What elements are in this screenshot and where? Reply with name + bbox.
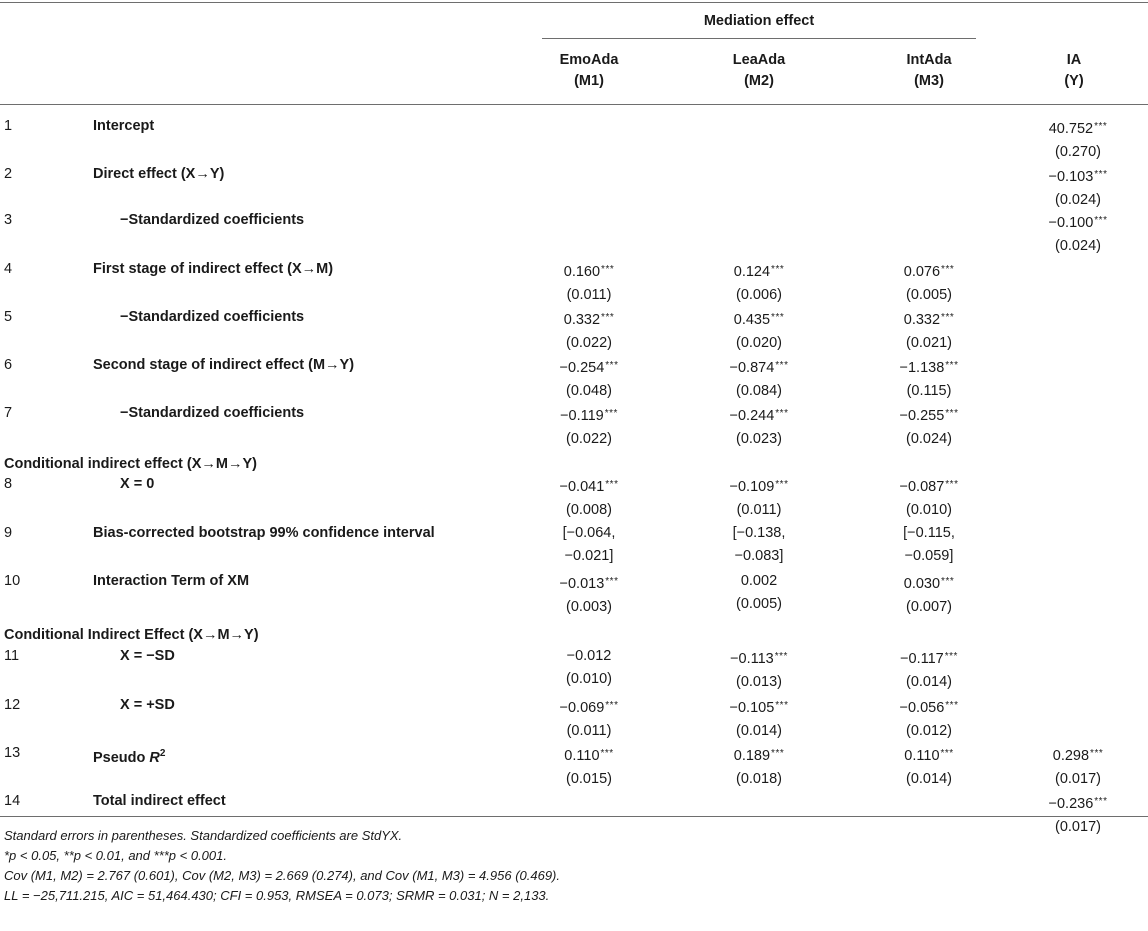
row-label: X = +SD bbox=[120, 697, 175, 713]
standard-error: −0.021] bbox=[564, 548, 614, 564]
significance-stars: *** bbox=[1090, 748, 1104, 759]
coef-cell bbox=[509, 402, 669, 451]
significance-stars: *** bbox=[941, 264, 955, 275]
significance-stars: *** bbox=[771, 264, 785, 275]
coef-cell bbox=[509, 354, 669, 403]
coef-cell bbox=[849, 742, 1009, 791]
row-number: 4 bbox=[4, 261, 13, 277]
coef-cell bbox=[679, 258, 839, 307]
row-label: X = −SD bbox=[120, 648, 175, 664]
standard-error: (0.014) bbox=[906, 771, 952, 787]
row-number: 11 bbox=[4, 648, 20, 664]
significance-stars: *** bbox=[775, 479, 789, 490]
coef-cell bbox=[849, 473, 1009, 522]
standard-error: (0.010) bbox=[906, 502, 952, 518]
standard-error: (0.011) bbox=[566, 287, 612, 303]
coef-cell bbox=[679, 473, 839, 522]
row-number: 9 bbox=[4, 525, 13, 541]
significance-stars: *** bbox=[771, 312, 785, 323]
section-header: Conditional indirect effect (X→M→Y) bbox=[4, 456, 257, 472]
coef-cell bbox=[679, 645, 839, 694]
coef-cell bbox=[849, 258, 1009, 307]
coef-cell bbox=[509, 570, 669, 619]
row-number: 6 bbox=[4, 357, 13, 373]
significance-stars: *** bbox=[1094, 215, 1108, 226]
significance-stars: *** bbox=[775, 360, 789, 371]
row-label: −Standardized coefficients bbox=[120, 405, 305, 421]
standard-error: (0.024) bbox=[1055, 238, 1101, 254]
coef-value: −0.244 bbox=[729, 408, 775, 424]
standard-error: −0.059] bbox=[904, 548, 954, 564]
coef-cell bbox=[679, 742, 839, 791]
row-number: 14 bbox=[4, 793, 21, 809]
col-header-intada: IntAda (M3) bbox=[906, 52, 952, 89]
standard-error: (0.005) bbox=[906, 287, 952, 303]
coef-value: −0.874 bbox=[729, 360, 775, 376]
coef-value: −0.119 bbox=[560, 408, 604, 424]
significance-stars: *** bbox=[1094, 796, 1108, 807]
coef-cell bbox=[509, 473, 669, 522]
standard-error: (0.003) bbox=[566, 599, 612, 615]
row-label: First stage of indirect effect (X→M) bbox=[93, 261, 334, 277]
significance-stars: *** bbox=[945, 700, 959, 711]
coef-cell bbox=[509, 645, 669, 691]
significance-stars: *** bbox=[775, 700, 789, 711]
significance-stars: *** bbox=[945, 479, 959, 490]
coef-value: −0.109 bbox=[729, 479, 775, 495]
coef-value: −0.100 bbox=[1048, 215, 1094, 231]
standard-error: (0.015) bbox=[566, 771, 612, 787]
coef-value: 0.332 bbox=[903, 312, 941, 328]
row-label: Direct effect (X→Y) bbox=[93, 166, 225, 182]
significance-stars: *** bbox=[944, 651, 958, 662]
coef-cell bbox=[998, 115, 1148, 164]
row-label: −Standardized coefficients bbox=[120, 309, 305, 325]
significance-stars: *** bbox=[605, 576, 619, 587]
coef-value: 0.189 bbox=[733, 748, 771, 764]
standard-error: (0.011) bbox=[736, 502, 782, 518]
significance-stars: *** bbox=[774, 651, 788, 662]
standard-error: (0.007) bbox=[906, 599, 952, 615]
row-label: −Standardized coefficients bbox=[120, 212, 305, 228]
significance-stars: *** bbox=[771, 748, 785, 759]
coef-value: 0.160 bbox=[563, 264, 601, 280]
significance-stars: *** bbox=[940, 748, 954, 759]
coef-cell bbox=[849, 402, 1009, 451]
coef-value: −0.113 bbox=[730, 651, 774, 667]
significance-stars: *** bbox=[604, 408, 618, 419]
coef-value: [−0.064, bbox=[562, 525, 616, 541]
coef-cell bbox=[679, 570, 839, 616]
standard-error: (0.012) bbox=[906, 723, 952, 739]
coef-cell bbox=[998, 790, 1148, 839]
coef-value: −0.105 bbox=[729, 700, 775, 716]
coef-cell bbox=[679, 522, 839, 568]
standard-error: (0.006) bbox=[736, 287, 782, 303]
row-number: 1 bbox=[4, 118, 13, 134]
coef-cell bbox=[509, 258, 669, 307]
coef-value: −0.103 bbox=[1048, 169, 1094, 185]
coef-value: 0.110 bbox=[564, 748, 600, 764]
coef-value: 0.110 bbox=[904, 748, 940, 764]
col-header-ia: IA (Y) bbox=[1064, 52, 1084, 89]
header-rule bbox=[0, 104, 1148, 105]
note-line: Standard errors in parentheses. Standardized coefficients are StdYX. bbox=[4, 828, 403, 843]
standard-error: (0.014) bbox=[906, 674, 952, 690]
standard-error: (0.014) bbox=[736, 723, 782, 739]
significance-stars: *** bbox=[1094, 169, 1108, 180]
significance-stars: *** bbox=[945, 408, 959, 419]
coef-cell bbox=[679, 306, 839, 355]
mediation-effect-header: Mediation effect bbox=[703, 13, 815, 29]
coef-value: 0.030 bbox=[903, 576, 941, 592]
coef-value: −0.013 bbox=[559, 576, 605, 592]
significance-stars: *** bbox=[605, 700, 619, 711]
standard-error: −0.083] bbox=[734, 548, 784, 564]
coef-cell bbox=[679, 402, 839, 451]
row-label: Pseudo $R^2$ bbox=[93, 748, 166, 766]
row-number: 5 bbox=[4, 309, 13, 325]
row-label: Intercept bbox=[93, 118, 155, 134]
coef-value: 0.002 bbox=[740, 573, 778, 589]
coef-cell bbox=[998, 163, 1148, 212]
row-label: X = 0 bbox=[120, 476, 155, 492]
coef-cell bbox=[849, 645, 1009, 694]
coef-value: [−0.138, bbox=[732, 525, 786, 541]
row-number: 7 bbox=[4, 405, 13, 421]
note-line: LL = −25,711.215, AIC = 51,464.430; CFI = 0.953, RMSEA = 0.073; SRMR = 0.031; N = 2,133. bbox=[4, 888, 550, 903]
coef-cell bbox=[509, 522, 669, 568]
coef-cell bbox=[998, 742, 1148, 791]
coef-value: 0.435 bbox=[733, 312, 771, 328]
significance-stars: *** bbox=[605, 479, 619, 490]
coef-value: −0.117 bbox=[900, 651, 944, 667]
significance-stars: *** bbox=[601, 264, 615, 275]
note-line: *p < 0.05, **p < 0.01, and ***p < 0.001. bbox=[4, 848, 227, 863]
standard-error: (0.018) bbox=[736, 771, 782, 787]
row-number: 10 bbox=[4, 573, 21, 589]
significance-stars: *** bbox=[941, 312, 955, 323]
section-header: Conditional Indirect Effect (X→M→Y) bbox=[4, 627, 259, 643]
coef-value: −0.254 bbox=[559, 360, 605, 376]
standard-error: (0.017) bbox=[1055, 819, 1101, 835]
standard-error: (0.020) bbox=[736, 335, 782, 351]
standard-error: (0.024) bbox=[1055, 192, 1101, 208]
coef-cell bbox=[509, 306, 669, 355]
coef-value: 0.124 bbox=[733, 264, 771, 280]
standard-error: (0.270) bbox=[1055, 144, 1101, 160]
coef-value: 0.332 bbox=[563, 312, 601, 328]
coef-cell bbox=[998, 209, 1148, 258]
standard-error: (0.115) bbox=[906, 383, 952, 399]
standard-error: (0.011) bbox=[566, 723, 612, 739]
row-number: 3 bbox=[4, 212, 13, 228]
row-label: Bias-corrected bootstrap 99% confidence interval bbox=[93, 525, 435, 541]
bottom-rule bbox=[0, 816, 1148, 817]
row-number: 8 bbox=[4, 476, 13, 492]
coef-cell bbox=[509, 694, 669, 743]
coef-value: −0.041 bbox=[559, 479, 605, 495]
coef-value: −0.069 bbox=[559, 700, 605, 716]
significance-stars: *** bbox=[941, 576, 955, 587]
coef-value: 40.752 bbox=[1048, 121, 1094, 137]
standard-error: (0.010) bbox=[566, 671, 612, 687]
standard-error: (0.048) bbox=[566, 383, 612, 399]
coef-value: [−0.115, bbox=[903, 525, 955, 541]
coef-cell bbox=[849, 306, 1009, 355]
mediation-effect-underline bbox=[542, 38, 976, 39]
standard-error: (0.084) bbox=[736, 383, 782, 399]
significance-stars: *** bbox=[605, 360, 619, 371]
row-number: 13 bbox=[4, 745, 21, 761]
coef-cell bbox=[849, 694, 1009, 743]
coef-value: −0.012 bbox=[566, 648, 612, 664]
col-header-emoada: EmoAda (M1) bbox=[559, 52, 619, 89]
coef-cell bbox=[679, 694, 839, 743]
standard-error: (0.021) bbox=[906, 335, 952, 351]
coef-cell bbox=[849, 522, 1009, 568]
row-number: 2 bbox=[4, 166, 13, 182]
significance-stars: *** bbox=[775, 408, 789, 419]
note-line: Cov (M1, M2) = 2.767 (0.601), Cov (M2, M3) = 2.669 (0.274), and Cov (M1, M3) = 4.956 (0.469). bbox=[4, 868, 560, 883]
row-label: Total indirect effect bbox=[93, 793, 226, 809]
row-label: Interaction Term of XM bbox=[93, 573, 250, 589]
top-rule bbox=[0, 2, 1148, 3]
coef-value: 0.298 bbox=[1052, 748, 1090, 764]
coef-cell bbox=[509, 742, 669, 791]
coef-cell bbox=[849, 354, 1009, 403]
col-header-leaada: LeaAda (M2) bbox=[732, 52, 786, 89]
table-notes bbox=[4, 826, 560, 906]
standard-error: (0.017) bbox=[1055, 771, 1101, 787]
row-number: 12 bbox=[4, 697, 21, 713]
standard-error: (0.024) bbox=[906, 431, 952, 447]
standard-error: (0.008) bbox=[566, 502, 612, 518]
coef-value: −0.255 bbox=[899, 408, 945, 424]
significance-stars: *** bbox=[601, 312, 615, 323]
standard-error: (0.023) bbox=[736, 431, 782, 447]
significance-stars: *** bbox=[600, 748, 614, 759]
row-label: Second stage of indirect effect (M→Y) bbox=[93, 357, 355, 373]
coef-value: −1.138 bbox=[899, 360, 945, 376]
significance-stars: *** bbox=[1094, 121, 1108, 132]
coef-cell bbox=[679, 354, 839, 403]
coef-cell bbox=[849, 570, 1009, 619]
coef-value: −0.236 bbox=[1048, 796, 1094, 812]
coef-value: −0.056 bbox=[899, 700, 945, 716]
standard-error: (0.005) bbox=[736, 596, 782, 612]
standard-error: (0.022) bbox=[566, 431, 612, 447]
significance-stars: *** bbox=[945, 360, 959, 371]
coef-value: 0.076 bbox=[903, 264, 941, 280]
coef-value: −0.087 bbox=[899, 479, 945, 495]
standard-error: (0.022) bbox=[566, 335, 612, 351]
standard-error: (0.013) bbox=[736, 674, 782, 690]
